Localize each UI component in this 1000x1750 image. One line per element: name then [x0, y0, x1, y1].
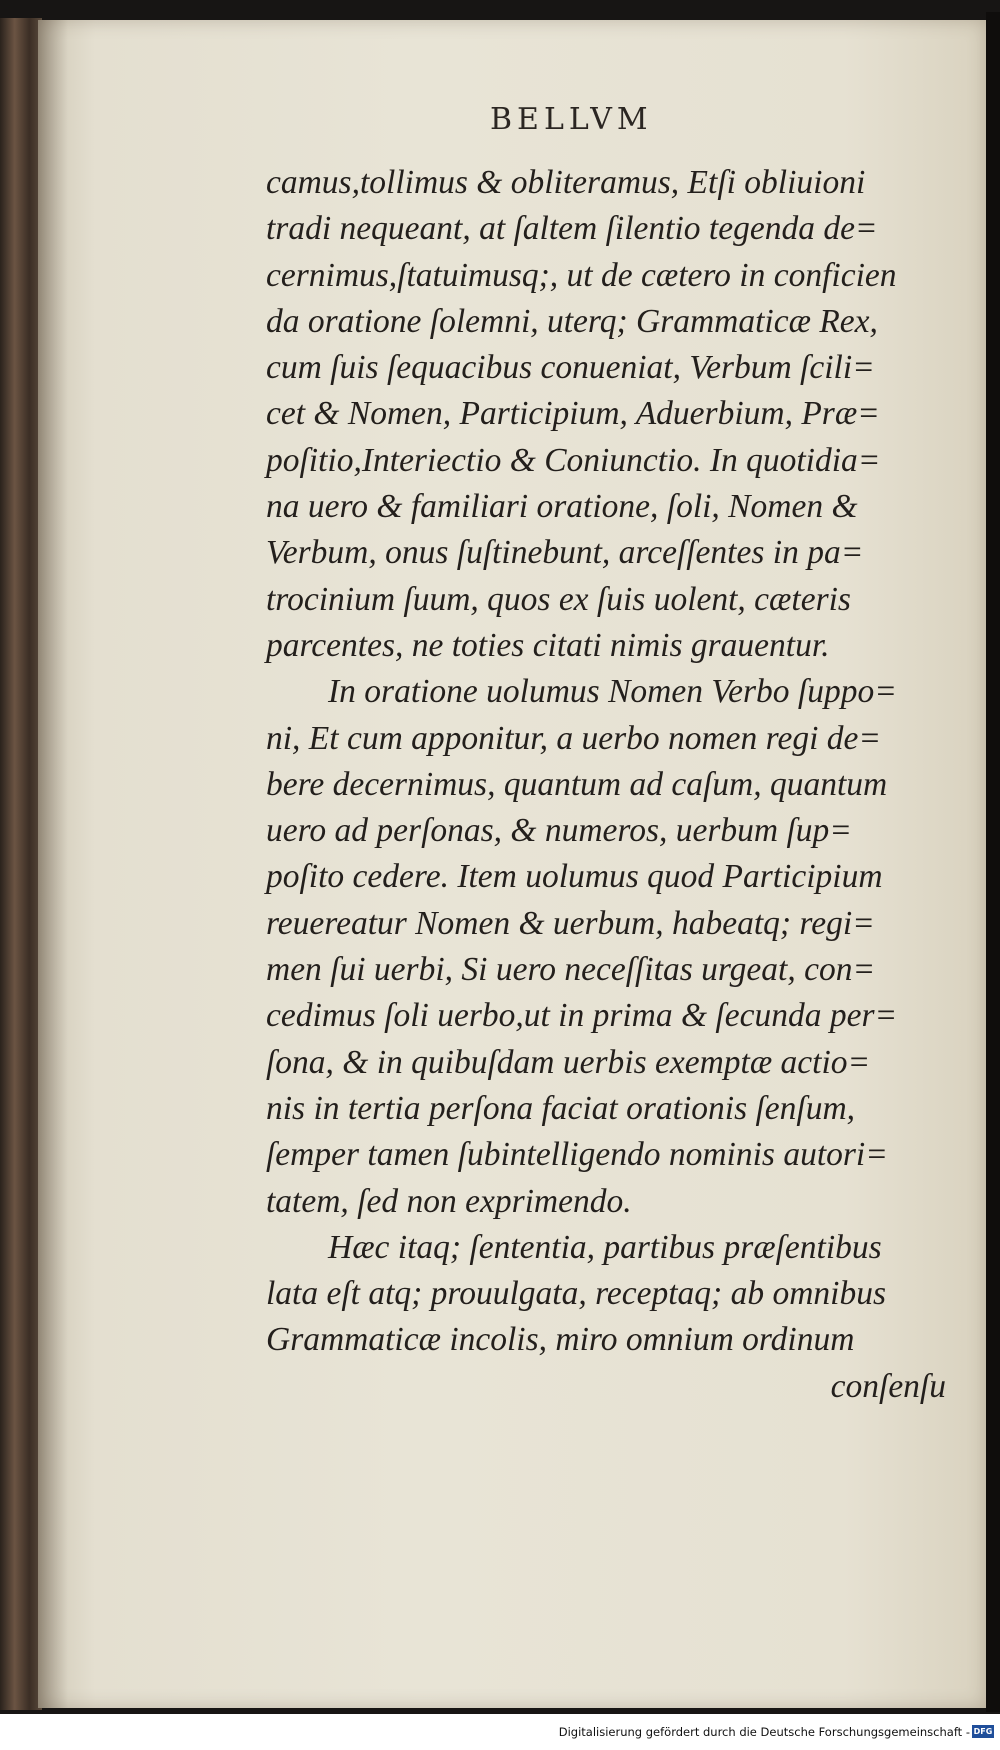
book-cover-edge — [0, 18, 42, 1710]
page-text — [266, 160, 956, 1410]
text-line: Grammaticæ incolis, miro omnium ordinum — [266, 1321, 855, 1359]
text-line: poſitio,Interiectio & Coniunctio. In quotidia= — [266, 441, 881, 479]
text-line: Verbum, onus ſuſtinebunt, arceſſentes in pa= — [266, 534, 864, 572]
gutter-shadow — [38, 20, 68, 1708]
text-line: reuereatur Nomen & uerbum, habeatq; regi= — [266, 904, 875, 942]
text-line: poſito cedere. Item uolumus quod Participium — [266, 858, 883, 896]
text-line: uero ad perſonas, & numeros, uerbum ſup= — [266, 812, 852, 850]
text-line: ſona, & in quibuſdam uerbis exemptæ actio= — [266, 1043, 871, 1081]
text-line: ſemper tamen ſubintelligendo nominis autori= — [266, 1136, 888, 1174]
text-line: camus,tollimus & obliteramus, Etſi obliuioni — [266, 164, 866, 201]
right-scan-edge — [986, 12, 1000, 1712]
funding-credit: Digitalisierung gefördert durch die Deutsche Forschungsgemeinschaft - — [558, 1725, 970, 1739]
digitization-footer — [0, 1714, 1000, 1750]
paragraph-start-line: Hæc itaq; ſententia, partibus præſentibus — [328, 1228, 882, 1266]
text-line: ni, Et cum apponitur, a uerbo nomen regi de= — [266, 719, 881, 757]
text-line: cernimus,ſtatuimusq;, ut de cætero in conficien — [266, 256, 897, 294]
text-line: tradi nequeant, at ſaltem ſilentio tegenda de= — [266, 210, 878, 248]
text-line: cum ſuis ſequacibus conueniat, Verbum ſcili= — [266, 349, 875, 387]
text-line: men ſui uerbi, Si uero neceſſitas urgeat, con= — [266, 951, 876, 989]
catchword: conſenſu — [830, 1367, 946, 1405]
text-line: tatem, ſed non exprimendo. — [266, 1182, 632, 1220]
text-line: na uero & familiari oratione, ſoli, Nomen & — [266, 488, 858, 526]
text-line: da oratione ſolemni, uterq; Grammaticæ Rex, — [266, 302, 878, 340]
text-line: nis in tertia perſona faciat orationis ſenſum, — [266, 1089, 856, 1127]
running-head: BELLVM — [490, 102, 653, 137]
paragraph-start-line: In oratione uolumus Nomen Verbo ſuppo= — [328, 673, 897, 711]
text-line: cedimus ſoli uerbo,ut in prima & ſecunda per= — [266, 997, 898, 1035]
text-line: lata eſt atq; prouulgata, receptaq; ab omnibus — [266, 1275, 886, 1313]
dfg-logo-icon: DFG — [973, 1727, 993, 1736]
text-line: trocinium ſuum, quos ex ſuis uolent, cæteris — [266, 580, 851, 618]
text-line: cet & Nomen, Participium, Aduerbium, Præ= — [266, 395, 880, 433]
text-line: parcentes, ne toties citati nimis grauentur. — [266, 626, 830, 664]
text-line: bere decernimus, quantum ad caſum, quantum — [266, 765, 888, 803]
